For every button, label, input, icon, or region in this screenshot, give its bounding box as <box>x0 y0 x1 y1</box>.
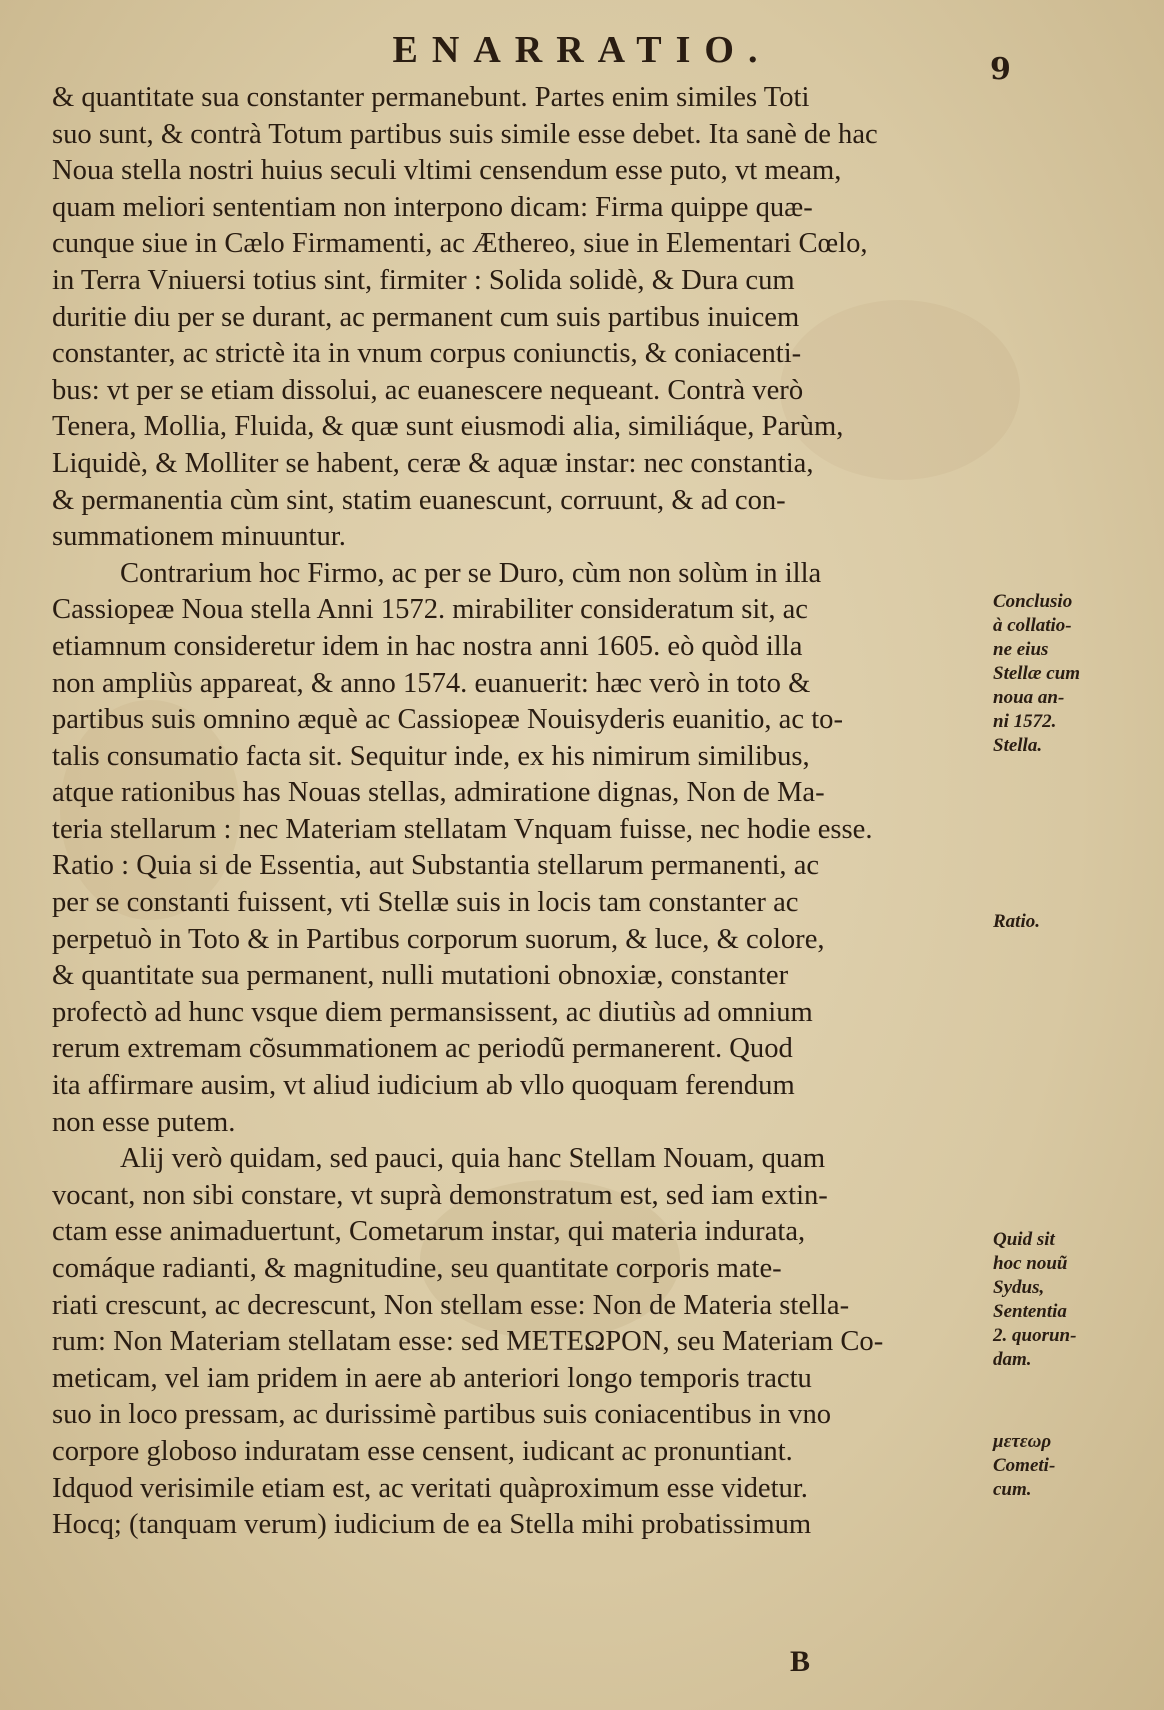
text-line: Noua stella nostri huius seculi vltimi censendum esse puto, vt meam, <box>52 155 842 187</box>
margin-note-quid-sit <box>993 1228 1118 1372</box>
text-line: Alij verò quidam, sed pauci, quia hanc Stellam Nouam, quam <box>120 1143 826 1175</box>
text-line: ita affirmare ausim, vt aliud iudicium ab vllo quoquam ferendum <box>52 1070 795 1102</box>
text-line: rum: Non Materiam stellatam esse: sed ΜΕΤΕΩΡΟΝ, seu Materiam Co- <box>52 1326 884 1358</box>
margin-note-line: dam. <box>993 1349 1032 1370</box>
text-line: cunque siue in Cælo Firmamenti, ac Æthereo, siue in Elementari Cœlo, <box>52 228 868 260</box>
text-line: ctam esse animaduertunt, Cometarum instar, qui materia indurata, <box>52 1216 806 1248</box>
text-line: perpetuò in Toto & in Partibus corporum suorum, & luce, & colore, <box>52 923 825 955</box>
text-line: per se constanti fuissent, vti Stellæ suis in locis tam constanter ac <box>52 887 799 919</box>
text-line: atque rationibus has Nouas stellas, admiratione dignas, Non de Ma- <box>52 777 825 809</box>
margin-note-ratio <box>993 910 1118 934</box>
text-line: quam meliori sententiam non interpono dicam: Firma quippe quæ- <box>52 191 813 223</box>
text-line: corpore globoso induratam esse censent, iudicant ac pronuntiant. <box>52 1435 793 1467</box>
margin-note-cometicum <box>993 1430 1118 1502</box>
text-line: suo sunt, & contrà Totum partibus suis simile esse debet. Ita sanè de hac <box>52 118 878 150</box>
signature-mark: B <box>790 1645 811 1678</box>
margin-note-line: ne eius <box>993 639 1049 660</box>
text-line: Cassiopeæ Noua stella Anni 1572. mirabiliter consideratum sit, ac <box>52 594 809 626</box>
text-line: & quantitate sua constanter permanebunt. Partes enim similes Toti <box>52 82 810 113</box>
text-line: Ratio : Quia si de Essentia, aut Substantia stellarum permanenti, ac <box>52 850 820 882</box>
text-line: Hocq; (tanquam verum) iudicium de ea Stella mihi probatissimum <box>52 1509 812 1541</box>
text-line: talis consumatio facta sit. Sequitur inde, ex his nimirum similibus, <box>52 740 810 772</box>
running-header: ENARRATIO. <box>392 29 772 71</box>
text-line: & permanentia cùm sint, statim euanescunt, corruunt, & ad con- <box>52 484 786 516</box>
paragraph-2 <box>52 556 997 1142</box>
text-line: riati crescunt, ac decrescunt, Non stellam esse: Non de Materia stella- <box>52 1289 850 1321</box>
text-line: Tenera, Mollia, Fluida, & quæ sunt eiusmodi alia, similiáque, Parùm, <box>52 411 844 443</box>
margin-note-line: ni 1572. <box>993 711 1057 732</box>
text-line: Liquidè, & Molliter se habent, ceræ & aquæ instar: nec constantia, <box>52 447 814 479</box>
margin-note-line: Cometi- <box>993 1455 1056 1476</box>
text-line: in Terra Vniuersi totius sint, firmiter : Solida solidè, & Dura cum <box>52 264 795 296</box>
text-line: duritie diu per se durant, ac permanent cum suis partibus inuicem <box>52 301 800 333</box>
paragraph-3 <box>52 1141 997 1544</box>
margin-note-line: Conclusio <box>993 591 1073 612</box>
margin-note-line: noua an- <box>993 687 1065 708</box>
margin-note-conclusio <box>993 590 1118 758</box>
text-line: teria stellarum : nec Materiam stellatam Vnquam fuisse, nec hodie esse. <box>52 813 873 845</box>
text-line: Idquod verisimile etiam est, ac veritati quàproximum esse videtur. <box>52 1472 808 1504</box>
text-line: partibus suis omnino æquè ac Cassiopeæ Nouisyderis euanitio, ac to- <box>52 704 843 736</box>
margin-note-line: Stellæ cum <box>993 663 1081 684</box>
main-text <box>52 80 997 1544</box>
text-line: etiamnum consideretur idem in hac nostra anni 1605. eò quòd illa <box>52 630 803 662</box>
text-line: non esse putem. <box>52 1106 236 1138</box>
text-line: vocant, non sibi constare, vt suprà demonstratum est, sed iam extin- <box>52 1179 828 1211</box>
margin-note-line: Ratio. <box>993 911 1040 932</box>
paragraph-1 <box>52 80 997 556</box>
text-line: non ampliùs appareat, & anno 1574. euanuerit: hæc verò in toto & <box>52 667 811 699</box>
text-line: suo in loco pressam, ac durissimè partibus suis coniacentibus in vno <box>52 1399 832 1431</box>
text-line: constanter, ac strictè ita in vnum corpus coniunctis, & coniacenti- <box>52 338 802 370</box>
text-line: comáque radianti, & magnitudine, seu quantitate corporis mate- <box>52 1253 782 1284</box>
margin-note-line: Sententia <box>993 1301 1067 1322</box>
margin-note-line: Stella. <box>993 735 1043 756</box>
margin-note-line: 2. quorun- <box>993 1325 1077 1346</box>
text-line: summationem minuuntur. <box>52 521 346 553</box>
text-line: & quantitate sua permanent, nulli mutationi obnoxiæ, constanter <box>52 960 789 992</box>
text-line: profectò ad hunc vsque diem permansissent, ac diutiùs ad omnium <box>52 996 813 1028</box>
text-line: rerum extremam cõsummationem ac periodũ permanerent. Quod <box>52 1033 793 1065</box>
text-line: Contrarium hoc Firmo, ac per se Duro, cùm non solùm in illa <box>120 557 822 589</box>
margin-note-line: μετεωρ <box>993 1431 1052 1452</box>
margin-note-line: Sydus, <box>993 1277 1045 1298</box>
text-line: meticam, vel iam pridem in aere ab anteriori longo temporis tractu <box>52 1362 812 1394</box>
margin-note-line: Quid sit <box>993 1229 1055 1250</box>
page-number: 9 <box>990 52 1011 87</box>
margin-note-line: hoc nouũ <box>993 1253 1068 1274</box>
margin-note-line: cum. <box>993 1479 1032 1500</box>
margin-note-line: à collatio- <box>993 615 1072 636</box>
text-line: bus: vt per se etiam dissolui, ac euanescere nequeant. Contrà verò <box>52 374 804 406</box>
